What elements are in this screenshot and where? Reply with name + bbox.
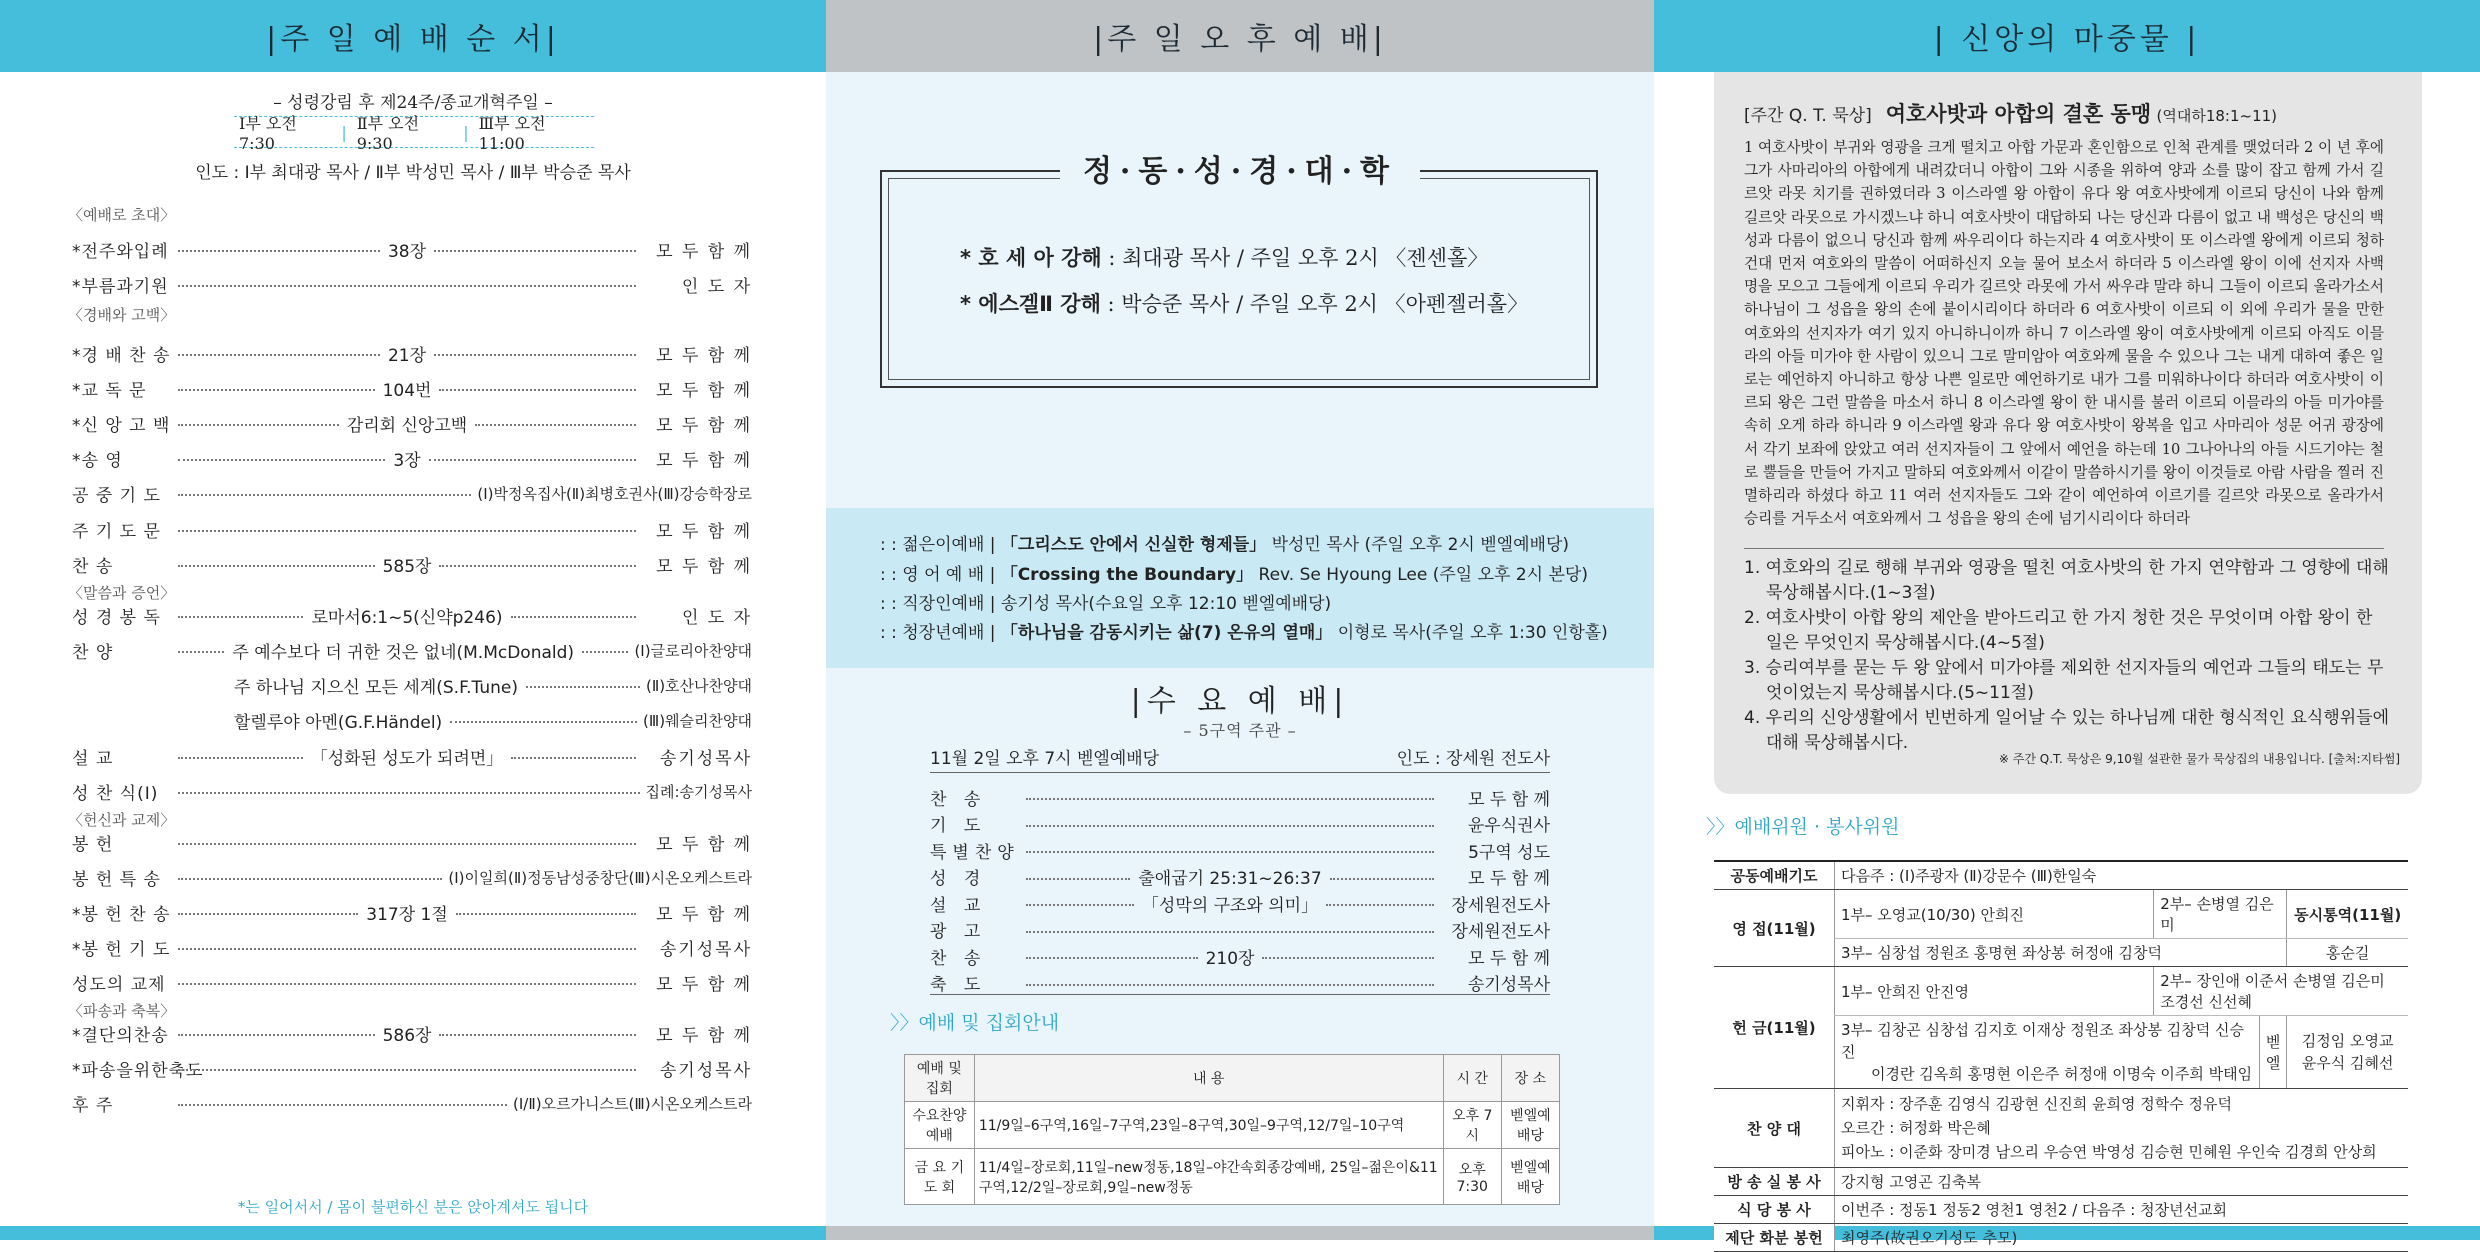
order-item-person: 송기성목사 (659, 939, 752, 960)
qt-body: 1 여호사밧이 부귀와 영광을 크게 떨치고 아합 가문과 혼인함으로 인척 관계를 맺었더라 2 이 년 후에 그가 사마리아의 아합에게 내려갔더니 아합이 그와 시종을 위하여 양과 소를 많이 잡고 함께 가서 길르앗 라못 치기를 권하였더라 3 이스라엘 왕 아합이 유다 왕 여호사밧에게 이르되 당신이 나와 함께 길르앗 라못으로 가시겠느냐 하니 여호사밧이 대답하되 나는 당신과 다름이 없고 내 백성은 당신의 백성과 다름이 없으니 당신과 함께 싸우리이다 하는지라 4 여호사밧이 또 이스라엘 왕에게 이르되 청하건대 먼저 여호와의 말씀이 어떠하신지 오늘 물어 보소서 하더라 5 이스라엘 왕이 이에 선지자 사백 명을 모으고 그들에게 이르되 우리가 길르앗 라못에 가서 싸우랴 말랴 하니 그들이 이르되 올라가소서 하나님이 그 성읍을 왕의 손에 붙이시리이다 하더라 6 여호사밧이 이르되 이 외에 우리가 물을 만한 여호와의 선지자가 여기 있지 아니하니이까 하니 7 이스라엘 왕이 여호사밧에게 이르되 아직도 이믈라의 아들 미가야 한 사람이 있으니 그로 말미암아 여호와께 물을 수 있으나 그는 내게 대하여 좋은 일로는 예언하지 아니하고 항상 나쁜 일로만 예언하기로 내가 그를 미워하나이다 하더라 여호사밧이 이르되 왕은 그런 말씀을 마소서 하니 8 이스라엘 왕이 한 내시를 불러 이르되 이믈라의 아들 미가야를 속히 오게 하라 하니라 9 이스라엘 왕과 유다 왕 여호사밧이 왕복을 입고 사마리아 성문 어귀 광장에서 각기 보좌에 앉았고 여러 선지자들이 그 앞에서 예언을 하는데 10 그나아나의 아들 시드기야는 철로 뿔들을 만들어 가지고 말하되 여호와께서 이같이 말씀하시기를 왕이 이것들로 아람 사람을 찔러 진멸하리라 하셨다 하고 11 여러 선지자들도 그와 같이 예언하여 이르기를 길르앗 라못으로 올라가서 승리를 거두소서 여호와께서 그 성읍을 왕의 손에 넘기시리이다 하더라 (1744, 139, 2384, 528)
bible-college-frame (880, 170, 1598, 388)
wednesday-row (930, 784, 1550, 810)
order-item-detail: 주 하나님 지으신 모든 세계(S.F.Tune) (234, 677, 518, 698)
standing-note: *는 일어서서 / 몸이 불편하신 분은 앉아계셔도 됩니다 (237, 1198, 589, 1216)
order-item-detail: 로마서6:1~5(신약p246) (311, 607, 503, 628)
wed-item-person: 모 두 함 께 (1468, 948, 1550, 969)
order-row (72, 932, 752, 962)
order-item-detail: 104번 (382, 380, 432, 401)
order-item-person: 송기성목사 (659, 748, 753, 769)
order-item-label: 찬 송 (72, 556, 114, 577)
leader-dots (1262, 957, 1434, 959)
table-cell: 오후 7시 (1443, 1102, 1501, 1149)
order-row (72, 827, 752, 857)
service-subtitle: – 성령강림 후 제24주/종교개혁주일 – (273, 93, 553, 113)
order-item-person: 모 두 함 께 (656, 556, 752, 577)
table-cell: 11/9일–6구역,16일–7구역,23일–8구역,30일–9구역,12/7일–10구역 (974, 1102, 1443, 1149)
divider (1744, 548, 2384, 549)
study-line: * 호 세 아 강해 : 최대광 목사 / 주일 오후 2시 〈젠센홀〉 (960, 246, 1489, 270)
panel-header: |주 일 예 배 순 서| (0, 0, 826, 72)
order-item-person: (Ⅲ)웨슬리찬양대 (643, 711, 752, 730)
order-item-person: 모 두 함 께 (656, 450, 752, 471)
staff-names: 2부– 손병열 김은미 (2154, 890, 2287, 939)
order-row (72, 600, 752, 630)
staff-names: 이번주 : 정동1 정동2 영천1 영천2 / 다음주 : 청장년선교회 (1835, 1196, 2409, 1224)
wednesday-row (930, 943, 1550, 969)
table-cell: 벧엘예배당 (1501, 1149, 1559, 1205)
leader-dots (439, 1034, 636, 1036)
info-heading: 〉〉예배 및 집회안내 (890, 1012, 1060, 1034)
wednesday-info (930, 744, 1550, 773)
wednesday-row (930, 864, 1550, 890)
order-item-person: 모 두 함 께 (656, 904, 753, 925)
leader-dots (178, 565, 375, 567)
leader-dots (1026, 984, 1434, 986)
leader-dots (1026, 878, 1130, 880)
leader-dots (434, 250, 636, 252)
order-item-person: (Ⅰ)이일희(Ⅱ)정동남성중창단(Ⅲ)시온오케스트라 (448, 868, 752, 887)
table-header: 장 소 (1501, 1055, 1559, 1102)
order-item-person: 모 두 함 께 (656, 834, 752, 855)
table-cell: 11/4일–장로회,11일–new정동,18일–야간속회종강예배, 25일–젊은이&11구역,12/2일–장로회,9일–new정동 (974, 1149, 1443, 1205)
table-row (905, 1102, 1560, 1149)
order-item-person: 인 도 자 (681, 276, 752, 297)
order-row (72, 269, 752, 299)
section-heading: 〈말씀과 증언〉 (68, 584, 176, 602)
order-row (72, 635, 752, 665)
leader-dots (178, 616, 303, 618)
order-item-person: 인 도 자 (681, 607, 753, 628)
leader-dots (178, 424, 339, 426)
time-3: Ⅲ부 오전 11:00 (478, 114, 546, 153)
order-item-label: 후 주 (72, 1095, 114, 1116)
wednesday-row (930, 837, 1550, 863)
wed-item-person: 모 두 함 께 (1468, 869, 1551, 889)
order-item-person: (Ⅰ)박정옥집사(Ⅱ)최병호권사(Ⅲ)강승학장로 (477, 484, 752, 503)
order-item-person: 모 두 함 께 (656, 974, 752, 995)
order-item-label: 봉 헌 (72, 834, 114, 855)
order-item-person: (Ⅱ)호산나찬양대 (645, 676, 752, 695)
staff-names: 3부– 심창섭 정원조 홍명현 좌상봉 허정애 김창덕 (1835, 939, 2287, 967)
qt-question: 2. 여호사밧이 아합 왕의 제안을 받아드리고 한 가지 청한 것은 무엇이며 아합 왕이 한 일은 무엇인지 묵상해봅시다.(4~5절) (1744, 608, 2373, 653)
table-row (1714, 967, 2408, 1016)
staff-role: 찬 양 대 (1714, 1089, 1835, 1168)
order-item-label: 봉 헌 특 송 (72, 869, 161, 890)
youth-service-item: : : 영 어 예 배 | 「Crossing the Boundary」 Rev. Se Hyoung Lee (주일 오후 2시 본당) (880, 565, 1588, 585)
leader-dots (1026, 851, 1434, 853)
order-item-person: 모 두 함 께 (656, 1025, 752, 1046)
staff-names: 다음주 : (Ⅰ)주광자 (Ⅱ)강문수 (Ⅲ)한일숙 (1835, 861, 2409, 890)
table-row (1714, 861, 2408, 890)
wednesday-row (930, 890, 1550, 916)
order-row (72, 478, 752, 508)
wed-item-label: 축 도 (930, 975, 987, 995)
leader-dots (178, 494, 471, 496)
service-times: Ⅰ부 오전 7:30 | Ⅱ부 오전 9:30 | Ⅲ부 오전 11:00 (234, 116, 594, 148)
table-row (1714, 1224, 2408, 1252)
staff-role: 공동예배기도 (1714, 861, 1835, 890)
order-item-person: (Ⅰ/Ⅱ)오르가니스트(Ⅲ)시온오케스트라 (513, 1094, 752, 1113)
table-header: 예배 및 집회 (905, 1055, 975, 1102)
order-item-detail: 할렐루야 아멘(G.F.Händel) (234, 712, 443, 733)
wed-item-detail: 출애굽기 25:31~26:37 (1138, 869, 1322, 889)
leader-dots (178, 948, 636, 950)
wednesday-date: 11월 2일 오후 7시 벧엘예배당 (930, 749, 1160, 769)
staff-role: 영 접(11월) (1714, 890, 1835, 967)
leader-dots (582, 651, 628, 653)
wed-item-person: 장세원전도사 (1451, 895, 1550, 916)
order-of-service-panel (0, 0, 826, 1240)
panel-header: | 신앙의 마중물 | (1654, 0, 2480, 72)
leader-dots (178, 530, 636, 532)
table-cell: 오후7:30 (1443, 1149, 1501, 1205)
order-item-detail: 586장 (382, 1025, 432, 1046)
table-row (1714, 1168, 2408, 1196)
order-row (72, 338, 752, 368)
order-row (72, 862, 752, 892)
order-item-person: 송기성목사 (659, 1060, 752, 1081)
order-row (72, 514, 752, 544)
leader-dots (178, 1069, 636, 1071)
leader-dots (1026, 825, 1434, 827)
leader-dots (178, 913, 358, 915)
leader-dots (178, 843, 636, 845)
wed-item-person: 윤우식권사 (1467, 816, 1550, 836)
wednesday-leader: 인도 : 장세원 전도사 (1396, 749, 1550, 769)
table-row (905, 1149, 1560, 1205)
wednesday-row (930, 917, 1550, 943)
wed-item-label: 찬 송 (930, 948, 987, 969)
bottom-bar (0, 1226, 826, 1240)
leader-dots (178, 459, 385, 461)
order-item-detail: 주 예수보다 더 귀한 것은 없네(M.McDonald) (232, 642, 575, 663)
order-row (72, 967, 752, 997)
wednesday-subtitle: – 5구역 주관 – (1183, 721, 1297, 740)
study-line: * 에스겔Ⅱ 강해 : 박승준 목사 / 주일 오후 2시 〈아펜젤러홀〉 (960, 292, 1529, 316)
table-cell: 금 요 기 도 회 (905, 1149, 975, 1205)
order-row (72, 776, 752, 806)
order-item-person: 모 두 함 께 (656, 521, 752, 542)
order-item-person: 모 두 함 께 (656, 415, 753, 436)
order-item-detail: 21장 (387, 345, 427, 366)
order-row (72, 1088, 752, 1118)
order-item-label: *결단의찬송 (72, 1025, 169, 1046)
order-row (72, 549, 752, 579)
order-item-label: 설 교 (72, 748, 114, 769)
youth-service-item: : : 직장인예배 | 송기성 목사(수요일 오후 12:10 벧엘예배당) (880, 594, 1332, 614)
section-heading: 〈파송과 축복〉 (68, 1002, 176, 1020)
qt-title (1744, 98, 2277, 128)
leader-dots (1026, 904, 1134, 906)
order-item-label: *봉 헌 찬 송 (72, 904, 171, 925)
divider (930, 994, 1550, 995)
staff-names: 1부– 안희진 안진영 (1835, 967, 2154, 1016)
staff-names: 1부– 오영교(10/30) 안희진 (1835, 890, 2154, 939)
order-row (72, 670, 752, 700)
order-item-label: 주 기 도 문 (72, 521, 161, 542)
youth-service-item: : : 청장년예배 | 「하나님을 감동시키는 삶(7) 온유의 열매」 이형로 목사(주일 오후 1:30 인항홀) (880, 623, 1608, 643)
order-item-label: *파송을위한축도 (72, 1060, 204, 1081)
order-item-detail: 감리회 신앙고백 (346, 415, 468, 436)
meetings-table (904, 1054, 1560, 1205)
order-item-detail: 「성화된 성도가 되려면」 (310, 748, 504, 769)
order-row (72, 705, 752, 735)
staff-role: 식 당 봉 사 (1714, 1196, 1835, 1224)
staff-names: 김정임 오영교 윤우식 김혜선 (2287, 1016, 2408, 1089)
staff-role: 벧엘 (2259, 1016, 2287, 1089)
order-item-person: 모 두 함 께 (656, 241, 752, 262)
qt-question: 3. 승리여부를 묻는 두 왕 앞에서 미가야를 제외한 선지자들의 예언과 그들의 태도는 무엇이었는지 묵상해봅시다.(5~11절) (1744, 658, 2384, 703)
leader-dots (178, 389, 375, 391)
leader-dots (475, 424, 636, 426)
order-row (72, 897, 752, 927)
leader-dots (1026, 931, 1434, 933)
leader-dots (178, 1034, 375, 1036)
wed-item-detail: 「성막의 구조와 의미」 (1141, 895, 1319, 916)
qt-question: 1. 여호와의 길로 행해 부귀와 영광을 떨친 여호사밧의 한 가지 연약함과 그 영향에 대해 묵상해봅시다.(1~3절) (1744, 558, 2389, 603)
wed-item-label: 특별찬양 (930, 842, 1020, 863)
order-item-label: 성 경 봉 독 (72, 607, 161, 628)
time-1: Ⅰ부 오전 7:30 (239, 114, 297, 153)
section-heading: 〈예배로 초대〉 (68, 206, 176, 224)
wed-item-label: 설 교 (930, 895, 987, 916)
wed-item-person: 장세원전도사 (1451, 922, 1550, 942)
order-item-label: *부름과기원 (72, 276, 169, 297)
order-item-label: 성도의 교제 (72, 974, 166, 995)
order-item-label: 공 중 기 도 (72, 485, 161, 506)
wed-item-label: 찬 송 (930, 789, 987, 810)
order-item-person: 모 두 함 께 (656, 380, 752, 401)
wednesday-row (930, 811, 1550, 837)
table-cell: 벧엘예배당 (1501, 1102, 1559, 1149)
leader-dots (1026, 798, 1434, 800)
qt-reference: (역대하18:1~11) (2156, 107, 2278, 125)
order-item-person: 집례:송기성목사 (645, 782, 752, 801)
table-row (1714, 1089, 2408, 1168)
leader-dots (511, 616, 636, 618)
staff-names: 3부– 김창곤 심창섭 김지호 이재상 정원조 좌상봉 김창덕 신승진 이경란 김옥희 홍명현 이은주 허정애 이명숙 이주희 박태임 (1835, 1016, 2260, 1089)
leader-dots (178, 983, 636, 985)
table-header: 시 간 (1443, 1055, 1501, 1102)
order-item-detail: 3장 (393, 450, 421, 471)
section-heading: 〈경배와 고백〉 (68, 306, 176, 324)
leader-dots (178, 792, 640, 794)
order-item-person: (Ⅰ)글로리아찬양대 (634, 641, 753, 660)
staff-heading: 〉〉예배위원 · 봉사위원 (1706, 816, 1900, 838)
section-heading: 〈헌신과 교제〉 (68, 811, 176, 829)
leader-dots (526, 686, 640, 688)
order-row (72, 1053, 752, 1083)
table-header: 내 용 (974, 1055, 1443, 1102)
staff-role: 동시통역(11월) (2287, 890, 2408, 939)
time-2: Ⅱ부 오전 9:30 (356, 114, 420, 153)
staff-names: 지휘자 : 장주훈 김영식 김광현 신진희 윤희영 정학수 정유덕 오르간 : 허정화 박은혜 피아노 : 이준화 장미경 남으리 우승연 박영성 김승현 민혜원 우인숙 김경희 안상희 (1835, 1089, 2409, 1168)
qt-label: [주간 Q. T. 묵상] (1744, 106, 1872, 126)
staff-names: 강지형 고영곤 김축복 (1835, 1168, 2409, 1196)
staff-names: 최영주(故권오기성도 추모) (1835, 1224, 2409, 1252)
leader-dots (178, 354, 380, 356)
order-item-label: *경 배 찬 송 (72, 345, 171, 366)
order-row (72, 408, 752, 438)
leader-dots (429, 459, 636, 461)
order-item-detail: 38장 (387, 241, 427, 262)
order-item-label: *교 독 문 (72, 380, 147, 401)
order-row (72, 1018, 752, 1048)
staff-role: 제단 화분 봉헌 (1714, 1224, 1835, 1252)
staff-role: 방 송 실 봉 사 (1714, 1168, 1835, 1196)
order-row (72, 443, 752, 473)
order-item-label: *송 영 (72, 450, 123, 471)
leader-dots (178, 878, 442, 880)
leader-dots (1330, 878, 1434, 880)
youth-service-item: : : 젊은이예배 | 「그리스도 안에서 신실한 형제들」 박성민 목사 (주일 오후 2시 벧엘예배당) (880, 535, 1570, 555)
staff-table (1714, 860, 2408, 1252)
bottom-bar (826, 1226, 1654, 1240)
table-row (1714, 1196, 2408, 1224)
leader-dots (456, 913, 636, 915)
order-item-person: 모 두 함 께 (656, 345, 752, 366)
leader-dots (178, 285, 636, 287)
leader-dots (511, 757, 636, 759)
qt-title-text: 여호사밧과 아합의 결혼 동맹 (1885, 102, 2152, 126)
panel-header: |주 일 오 후 예 배| (826, 0, 1654, 72)
wed-item-label: 성 경 (930, 869, 987, 889)
leader-dots (439, 389, 636, 391)
leader-dots (178, 651, 224, 653)
qt-question: 4. 우리의 신앙생활에서 빈번하게 일어날 수 있는 하나님께 대한 형식적인 요식행위들에 대해 묵상해봅시다. (1744, 708, 2390, 753)
order-item-detail: 585장 (382, 556, 432, 577)
order-item-detail: 317장 1절 (366, 904, 448, 925)
order-item-label: *전주와입례 (72, 241, 169, 262)
wednesday-row (930, 970, 1550, 996)
leader-dots (178, 1104, 507, 1106)
staff-names: 홍순길 (2287, 939, 2408, 967)
table-row (1714, 890, 2408, 939)
order-item-label: 성 찬 식(Ⅰ) (72, 783, 159, 804)
leader-dots (439, 565, 636, 567)
leader-dots (450, 721, 637, 723)
wed-item-detail: 210장 (1205, 948, 1255, 969)
wednesday-header: |수 요 예 배| (1130, 684, 1350, 719)
wed-item-person: 송기성목사 (1467, 975, 1550, 995)
staff-role: 헌 금(11월) (1714, 967, 1835, 1089)
leader-dots (434, 354, 636, 356)
order-item-label: *신 앙 고 백 (72, 415, 171, 436)
wed-item-person: 모 두 함 께 (1468, 789, 1550, 810)
order-item-label: 찬 양 (72, 642, 114, 663)
order-row (72, 741, 752, 771)
leader-dots (1326, 904, 1434, 906)
staff-names: 2부– 장인애 이준서 손병열 김은미 조경선 신선혜 (2154, 967, 2408, 1016)
table-cell: 수요찬양예배 (905, 1102, 975, 1149)
leader-dots (1026, 957, 1198, 959)
bible-college-title: 정·동·성·경·대·학 (1060, 146, 1420, 190)
wed-item-person: 5구역 성도 (1468, 842, 1550, 863)
leader-dots (178, 757, 303, 759)
wed-item-label: 기 도 (930, 816, 987, 836)
qt-questions (1744, 556, 2394, 756)
wed-item-label: 광 고 (930, 922, 987, 942)
order-row (72, 234, 752, 264)
service-leaders: 인도 : Ⅰ부 최대광 목사 / Ⅱ부 박성민 목사 / Ⅲ부 박승준 목사 (195, 163, 631, 183)
order-row (72, 373, 752, 403)
leader-dots (178, 250, 380, 252)
qt-source: ※ 주간 Q.T. 묵상은 9,10월 설관한 물가 묵상집의 내용입니다. [출처:지타썸] (1998, 752, 2400, 766)
order-item-label: *봉 헌 기 도 (72, 939, 171, 960)
